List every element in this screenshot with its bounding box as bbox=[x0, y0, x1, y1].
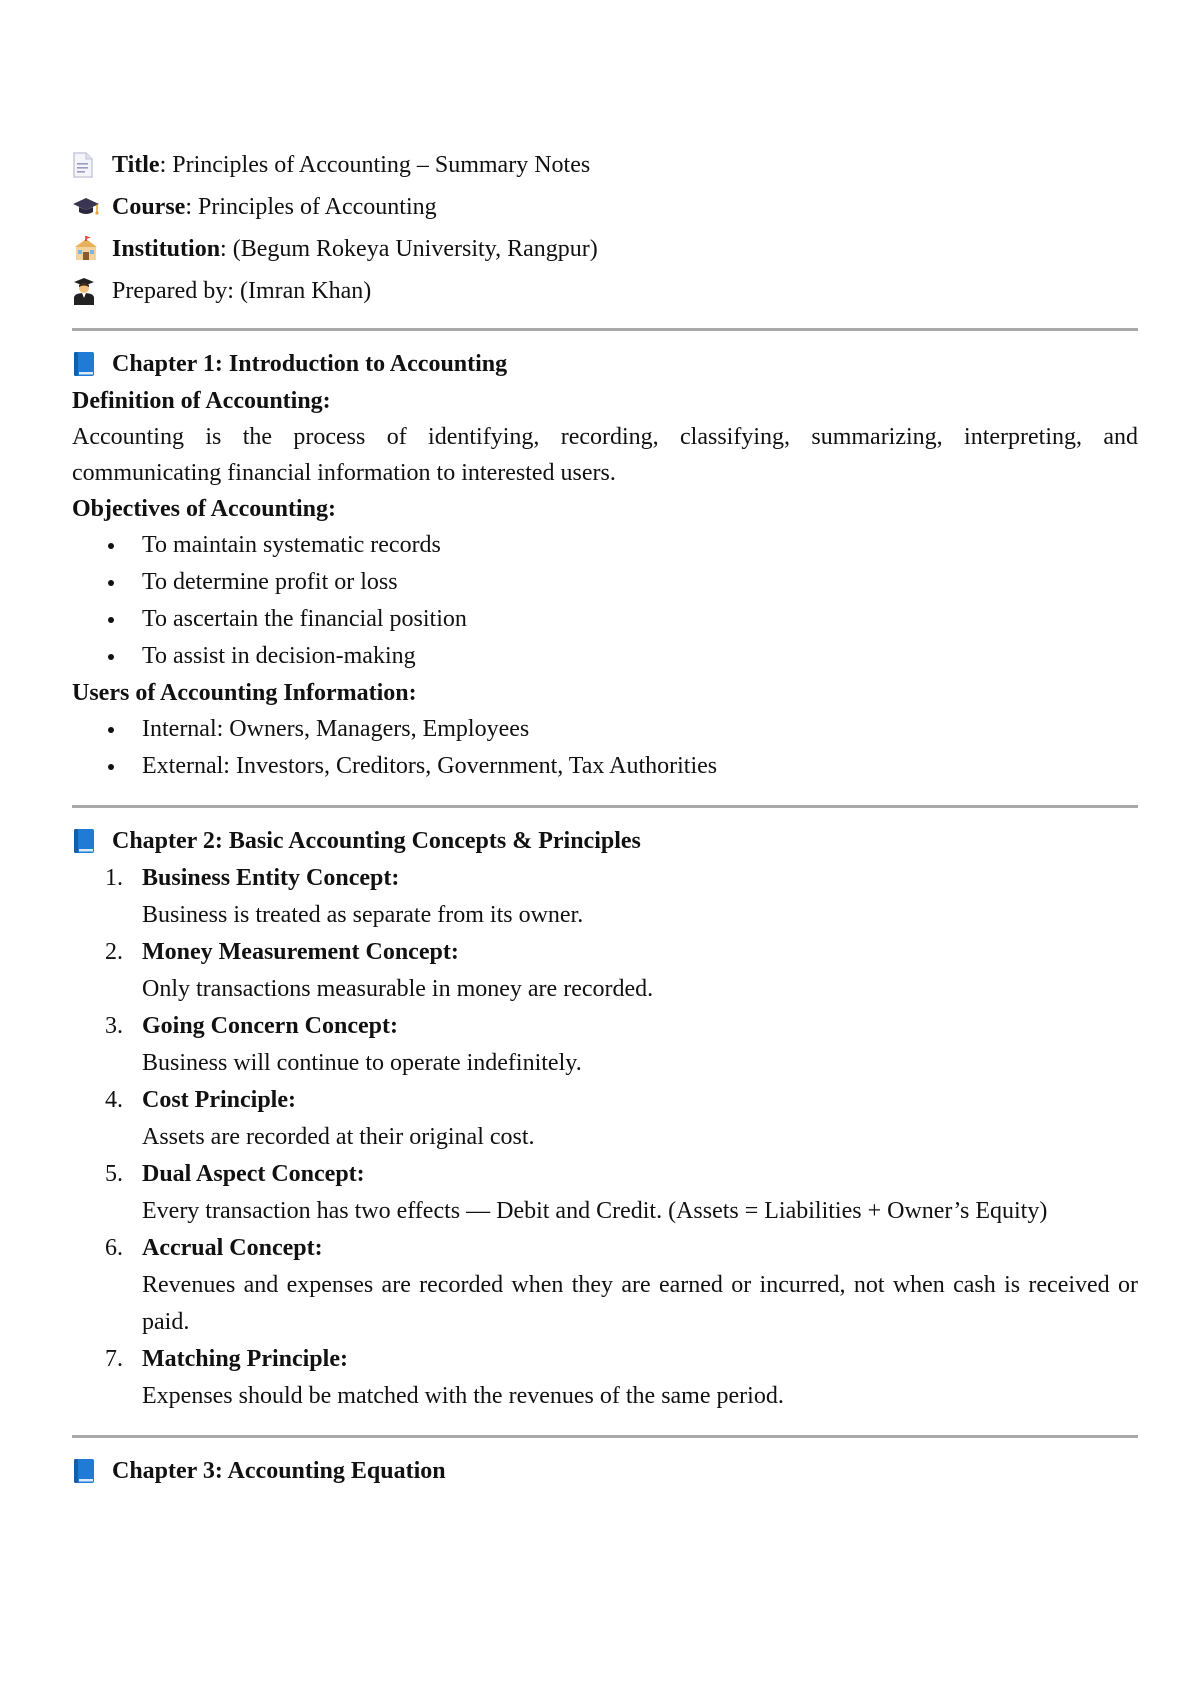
list-item: External: Investors, Creditors, Government, Tax Authorities bbox=[72, 748, 1138, 785]
chapter-2-section bbox=[72, 808, 1138, 1415]
institution-key: Institution bbox=[112, 235, 221, 262]
prepared-by-line bbox=[72, 270, 1138, 312]
course-value: : Principles of Accounting bbox=[185, 193, 437, 220]
list-item bbox=[72, 860, 1138, 934]
institution-line bbox=[72, 228, 1138, 270]
users-heading: Users of Accounting Information: bbox=[72, 680, 417, 706]
list-item bbox=[72, 934, 1138, 1008]
chapter-3-title-text: Chapter 3: Accounting Equation bbox=[112, 1457, 446, 1484]
concept-description: Only transactions measurable in money are recorded. bbox=[142, 976, 654, 1002]
concepts-list bbox=[72, 860, 1138, 1415]
blue-book-icon bbox=[72, 349, 106, 379]
list-number: 4. bbox=[105, 1087, 123, 1113]
list-item: To determine profit or loss bbox=[72, 564, 1138, 601]
list-item bbox=[72, 1230, 1138, 1341]
concept-description: Business is treated as separate from its owner. bbox=[142, 902, 584, 928]
list-item: To ascertain the financial position bbox=[72, 601, 1138, 638]
institution-value: : (Begum Rokeya University, Rangpur) bbox=[220, 235, 598, 262]
list-item bbox=[72, 1008, 1138, 1082]
concept-name: Business Entity Concept: bbox=[142, 865, 400, 891]
concept-description: Expenses should be matched with the revenues of the same period. bbox=[142, 1383, 784, 1409]
school-building-icon bbox=[72, 234, 106, 264]
course-line bbox=[72, 186, 1138, 228]
list-item: To maintain systematic records bbox=[72, 527, 1138, 564]
definition-heading: Definition of Accounting: bbox=[72, 388, 331, 414]
objectives-list bbox=[72, 527, 1138, 675]
list-item: Internal: Owners, Managers, Employees bbox=[72, 711, 1138, 748]
list-number: 3. bbox=[105, 1013, 123, 1039]
list-number: 1. bbox=[105, 865, 123, 891]
document-content bbox=[72, 0, 1138, 1490]
concept-description: Revenues and expenses are recorded when they are earned or incurred, not when cash is received or paid. bbox=[142, 1272, 1138, 1335]
chapter-2-title bbox=[72, 822, 1138, 860]
chapter-3-section bbox=[72, 1438, 1138, 1490]
blue-book-icon bbox=[72, 826, 106, 856]
graduation-cap-icon bbox=[72, 192, 106, 222]
title-key: Title bbox=[112, 151, 160, 178]
blue-book-icon bbox=[72, 1456, 106, 1486]
concept-description: Assets are recorded at their original cost. bbox=[142, 1124, 535, 1150]
chapter-3-title bbox=[72, 1452, 1138, 1490]
list-item bbox=[72, 1082, 1138, 1156]
course-key: Course bbox=[112, 193, 186, 220]
title-value: : Principles of Accounting – Summary Notes bbox=[159, 151, 591, 178]
list-number: 2. bbox=[105, 939, 123, 965]
chapter-1-title bbox=[72, 345, 1138, 383]
concept-name: Cost Principle: bbox=[142, 1087, 296, 1113]
chapter-1-section bbox=[72, 331, 1138, 785]
list-item bbox=[72, 1156, 1138, 1230]
list-number: 5. bbox=[105, 1161, 123, 1187]
chapter-2-title-text: Chapter 2: Basic Accounting Concepts & Principles bbox=[112, 827, 641, 854]
document-icon bbox=[72, 150, 106, 180]
concept-name: Going Concern Concept: bbox=[142, 1013, 398, 1039]
list-number: 6. bbox=[105, 1235, 123, 1261]
concept-name: Accrual Concept: bbox=[142, 1235, 323, 1261]
concept-description: Business will continue to operate indefinitely. bbox=[142, 1050, 582, 1076]
graduate-person-icon bbox=[72, 276, 106, 306]
list-item: To assist in decision-making bbox=[72, 638, 1138, 675]
list-number: 7. bbox=[105, 1346, 123, 1372]
concept-name: Money Measurement Concept: bbox=[142, 939, 459, 965]
definition-text: Accounting is the process of identifying, recording, classifying, summarizing, interpreting, and communicating financial information to interested users. bbox=[72, 424, 1138, 486]
concept-name: Dual Aspect Concept: bbox=[142, 1161, 365, 1187]
chapter-1-title-text: Chapter 1: Introduction to Accounting bbox=[112, 350, 508, 377]
prepared-by-text: Prepared by: (Imran Khan) bbox=[112, 277, 372, 304]
concept-name: Matching Principle: bbox=[142, 1346, 348, 1372]
title-line bbox=[72, 144, 1138, 186]
document-header bbox=[72, 0, 1138, 312]
concept-description: Every transaction has two effects — Debit and Credit. (Assets = Liabilities + Owner’s Equity) bbox=[142, 1198, 1048, 1224]
list-item bbox=[72, 1341, 1138, 1415]
objectives-heading: Objectives of Accounting: bbox=[72, 496, 336, 522]
users-list bbox=[72, 711, 1138, 785]
